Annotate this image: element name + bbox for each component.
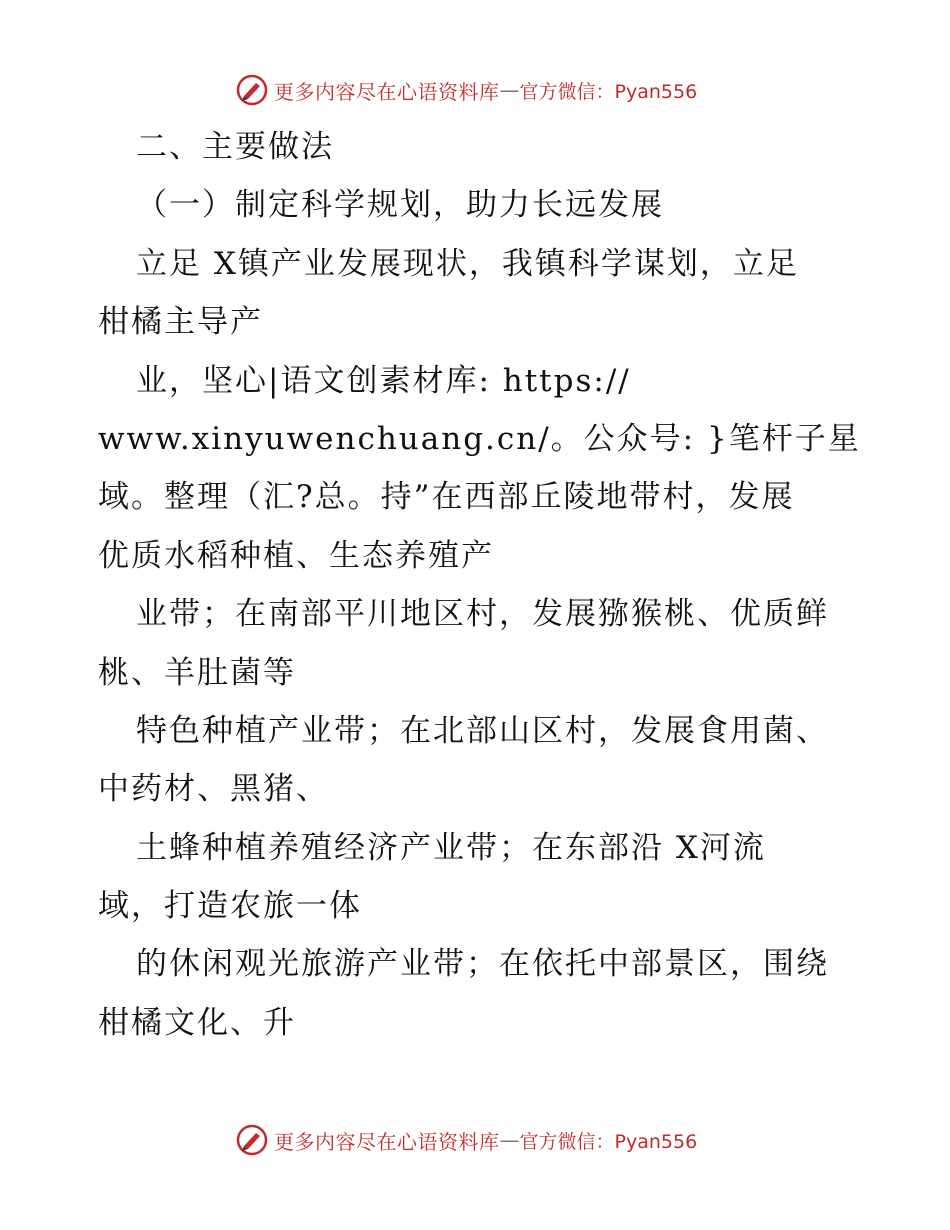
brush-logo-icon (236, 74, 268, 106)
text-line: 的休闲观光旅游产业带；在依托中部景区，围绕 (136, 946, 829, 983)
text-line: 域。整理（汇?总。持”在西部丘陵地带村，发展 (98, 479, 795, 516)
text-line: 优质水稻种植、生态养殖产 (98, 537, 494, 574)
text-line: 业带；在南部平川地区村，发展猕猴桃、优质鲜 (136, 596, 829, 633)
text-line: 桃、羊肚菌等 (98, 654, 296, 691)
subsection-heading: （一）制定科学规划，助力长远发展 (136, 187, 664, 224)
text-line: 立足 X镇产业发展现状，我镇科学谋划，立足 (136, 245, 799, 282)
brush-logo-icon (236, 1124, 268, 1156)
text-line: 土蜂种植养殖经济产业带；在东部沿 X河流 (136, 829, 766, 866)
text-line: 柑橘主导产 (98, 304, 263, 341)
text-line: 中药材、黑猪、 (98, 771, 329, 808)
header-banner-text: 更多内容尽在心语资料库 (274, 79, 500, 104)
text-line: 柑橘文化、升 (98, 1004, 296, 1041)
header-banner-wechat: 官方微信：Pyan556 (519, 80, 698, 103)
text-line: 特色种植产业带；在北部山区村，发展食用菌、 (136, 712, 829, 749)
text-line: 域，打造农旅一体 (98, 888, 362, 925)
text-line: www.xinyuwenchuang.cn/。公众号: }笔杆子星 (98, 420, 861, 457)
header-banner (236, 72, 697, 108)
footer-banner-text: 更多内容尽在心语资料库 (274, 1129, 500, 1154)
section-heading: 二、主要做法 (136, 129, 334, 165)
footer-banner-wechat: 官方微信：Pyan556 (519, 1130, 698, 1153)
text-line: 业，坚心|语文创素材库: https:// (136, 362, 631, 399)
footer-banner-separator: — (499, 1128, 520, 1152)
header-banner-separator: — (499, 78, 520, 102)
body-text (98, 118, 888, 1052)
footer-banner (236, 1122, 697, 1158)
